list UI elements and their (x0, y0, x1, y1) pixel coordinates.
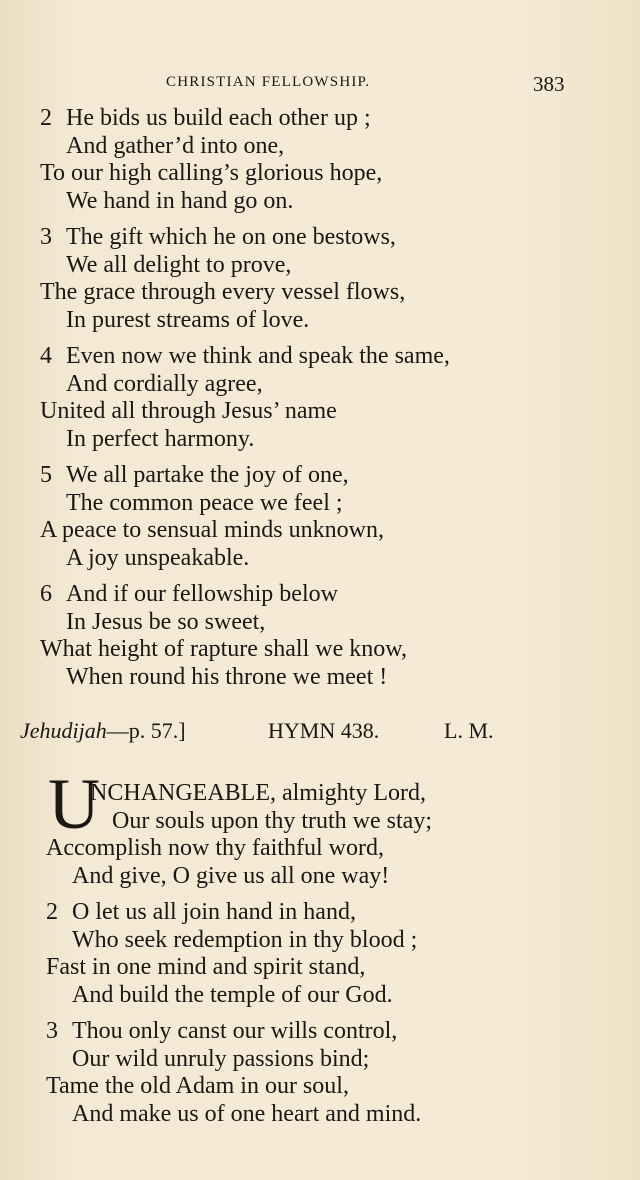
verse-line: 6 And if our fellowship below (40, 581, 338, 607)
verse-line: Our wild unruly passions bind; (72, 1045, 370, 1072)
verse-line: And gather’d into one, (66, 132, 285, 159)
verse-line: To our high calling’s glorious hope, (40, 160, 383, 186)
verse-line: 5 We all partake the joy of one, (40, 462, 349, 488)
verse-line: The grace through every vessel flows, (40, 279, 406, 305)
hymn-number: HYMN 438. (268, 718, 380, 743)
stanza-number: 3 (46, 1018, 58, 1044)
hymn-meter: L. M. (444, 718, 494, 743)
hymn-continued (40, 105, 640, 700)
verse-line: In Jesus be so sweet, (66, 608, 266, 635)
verse-line: And make us of one heart and mind. (72, 1100, 422, 1127)
verse-line: When round his throne we meet ! (66, 663, 388, 690)
verse-line: And cordially agree, (66, 370, 263, 397)
page-header (0, 72, 640, 96)
stanza-number: 5 (40, 462, 52, 488)
verse-line: 3 Thou only canst our wills control, (46, 1018, 398, 1044)
verse-line: Our souls upon thy truth we stay; (112, 807, 432, 834)
stanza-number: 4 (40, 343, 52, 369)
stanza-number: 6 (40, 581, 52, 607)
stanza-4 (40, 343, 640, 453)
running-title: CHRISTIAN FELLOWSHIP. (166, 74, 371, 90)
verse-line: 4 Even now we think and speak the same, (40, 343, 450, 369)
stanza-number: 3 (40, 224, 52, 250)
stanza-5 (40, 462, 640, 572)
stanza-2 (46, 899, 640, 1009)
verse-line: 3 The gift which he on one bestows, (40, 224, 396, 250)
drop-cap: U (48, 764, 100, 844)
verse-line: United all through Jesus’ name (40, 398, 337, 424)
hymn-438 (46, 764, 640, 1137)
verse-line: In purest streams of love. (66, 306, 310, 333)
verse-line: And build the temple of our God. (72, 981, 393, 1008)
verse-line: A peace to sensual minds unknown, (40, 517, 384, 543)
verse-line: A joy unspeakable. (66, 544, 250, 571)
stanza-number: 2 (46, 899, 58, 925)
stanza-3 (40, 224, 640, 334)
stanza-2 (40, 105, 640, 215)
hymn-heading (20, 718, 620, 744)
verse-line: We all delight to prove, (66, 251, 292, 278)
verse-line: What height of rapture shall we know, (40, 636, 407, 662)
stanza-number: 2 (40, 105, 52, 131)
verse-line: 2 O let us all join hand in hand, (46, 899, 356, 925)
verse-line: Who seek redemption in thy blood ; (72, 926, 418, 953)
verse-line: We hand in hand go on. (66, 187, 294, 214)
verse-line: The common peace we feel ; (66, 489, 343, 516)
stanza-6 (40, 581, 640, 691)
verse-line: Tame the old Adam in our soul, (46, 1073, 349, 1099)
tune-name: Jehudijah (20, 718, 107, 743)
stanza-1 (46, 764, 640, 890)
verse-line: Fast in one mind and spirit stand, (46, 954, 366, 980)
tune-reference: —p. 57.] (106, 718, 186, 743)
verse-line: In perfect harmony. (66, 425, 255, 452)
verse-line: NCHANGEABLE, almighty Lord, (90, 780, 426, 806)
verse-line: 2 He bids us build each other up ; (40, 105, 371, 131)
stanza-3 (46, 1018, 640, 1128)
verse-line: And give, O give us all one way! (72, 862, 390, 889)
page-number: 383 (533, 72, 565, 96)
verse-line: Accomplish now thy faithful word, (46, 835, 384, 861)
